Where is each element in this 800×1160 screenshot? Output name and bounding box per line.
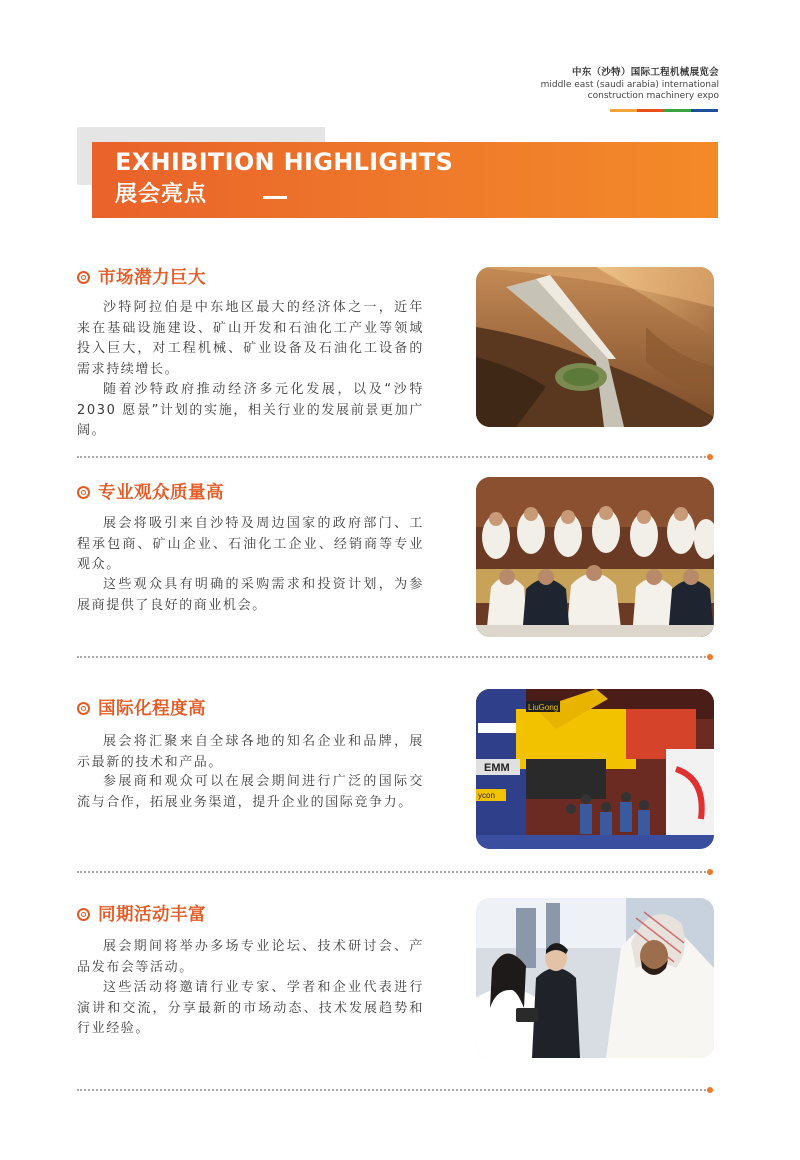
section-title-text: 市场潜力巨大	[98, 268, 206, 288]
section-divider	[77, 1089, 709, 1091]
section-title	[77, 903, 206, 927]
photo-aerial-desert-project	[476, 267, 714, 427]
section-title	[77, 266, 206, 290]
divider-end-dot	[707, 869, 713, 875]
section-divider	[77, 656, 709, 658]
section-concurrent-events	[77, 903, 717, 1103]
section-paragraph: 随着沙特政府推动经济多元化发展，以及“沙特2030 愿景”计划的实施，相关行业的发展前景更加广阔。	[77, 382, 424, 438]
brand-bar-segment	[691, 109, 718, 112]
section-paragraph: 这些活动将邀请行业专家、学者和企业代表进行演讲和交流，分享最新的市场动态、技术发展趋势和行业经验。	[77, 980, 424, 1036]
section-title-text: 同期活动丰富	[98, 905, 206, 925]
section-audience-quality	[77, 481, 717, 681]
emm-sign: EMM	[484, 762, 510, 774]
section-market-potential	[77, 266, 717, 466]
divider-end-dot	[707, 654, 713, 660]
brand-en-line2: construction machinery expo	[587, 91, 719, 101]
title-dash	[263, 196, 287, 199]
bullseye-icon	[77, 486, 90, 499]
divider-end-dot	[707, 1087, 713, 1093]
page-title-cn: 展会亮点	[115, 182, 208, 207]
brand-block	[541, 66, 719, 102]
section-paragraph: 沙特阿拉伯是中东地区最大的经济体之一，近年来在基础设施建设、矿山开发和石油化工产业等领域投入巨大，对工程机械、矿业设备及石油化工设备的需求持续增长。	[77, 300, 424, 377]
brand-en-line1: middle east (saudi arabia) international	[540, 80, 719, 90]
brand-cn-name: 中东（沙特）国际工程机械展览会	[571, 67, 719, 78]
section-paragraph: 展会将吸引来自沙特及周边国家的政府部门、工程承包商、矿山企业、石油化工企业、经销商等专业观众。	[77, 516, 424, 572]
liugong-sign: LiuGong	[528, 703, 559, 712]
brand-bar-segment	[610, 109, 637, 112]
brand-color-bar	[610, 109, 718, 112]
section-title	[77, 697, 206, 721]
section-title-text: 国际化程度高	[98, 699, 206, 719]
section-divider	[77, 871, 709, 873]
section-paragraph: 参展商和观众可以在展会期间进行广泛的国际交流与合作，拓展业务渠道，提升企业的国际竞争力。	[77, 774, 424, 810]
section-paragraph: 这些观众具有明确的采购需求和投资计划，为参展商提供了良好的商业机会。	[77, 577, 424, 613]
section-paragraph: 展会期间将举办多场专业论坛、技术研讨会、产品发布会等活动。	[77, 939, 424, 975]
brand-sign-lower: ycon	[478, 791, 495, 800]
section-internationalization	[77, 697, 717, 897]
section-title-text: 专业观众质量高	[98, 483, 224, 503]
page-title-en: EXHIBITION HIGHLIGHTS	[115, 148, 454, 176]
brand-bar-segment	[637, 109, 664, 112]
photo-booth-conversation	[476, 898, 714, 1058]
divider-end-dot	[707, 454, 713, 460]
bullseye-icon	[77, 271, 90, 284]
bullseye-icon	[77, 702, 90, 715]
photo-conference-audience	[476, 477, 714, 637]
brand-bar-segment	[664, 109, 691, 112]
section-divider	[77, 456, 709, 458]
photo-exhibition-hall	[476, 689, 714, 849]
section-title	[77, 481, 224, 505]
bullseye-icon	[77, 908, 90, 921]
section-paragraph: 展会将汇聚来自全球各地的知名企业和品牌，展示最新的技术和产品。	[77, 734, 424, 770]
